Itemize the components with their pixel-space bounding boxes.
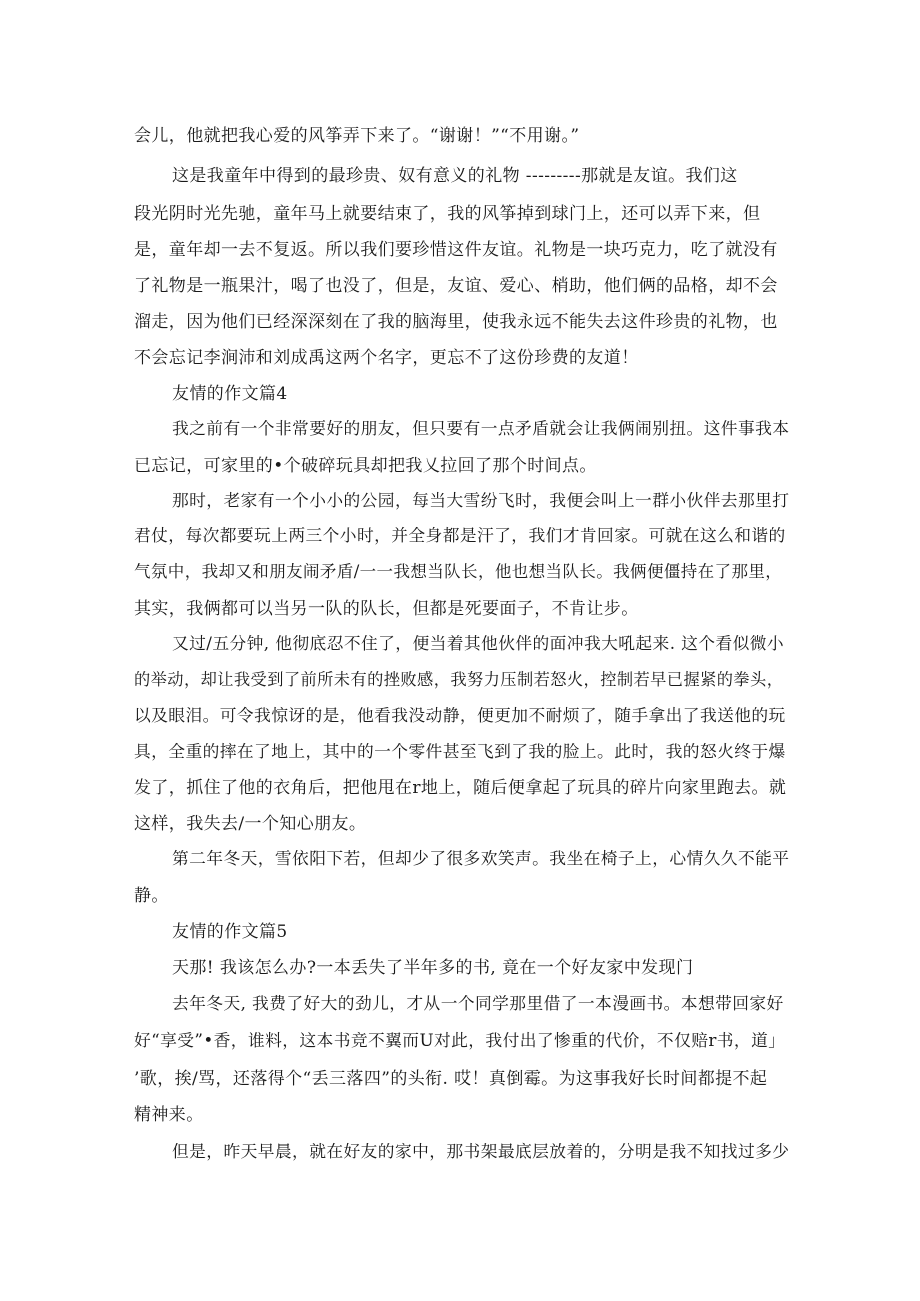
section-heading: 友情的作文篇4: [172, 384, 288, 404]
text-line: 气氛中，我却又和朋友闹矛盾/一一我想当队长，他也想当队长。我俩便僵持在了那里，: [134, 562, 783, 581]
text-line: 静。: [134, 886, 169, 906]
text-line: 我之前有一个非常要好的朋友，但只要有一点矛盾就会让我俩闹别扭。这件事我本: [172, 418, 790, 438]
text-line: ’歌，挨/骂，还落得个“丢三落四”的头衔. 哎！真倒霉。为这事我好长时间都提不起: [134, 1069, 768, 1089]
text-line: 第二年冬天，雪依阳下若，但却少了很多欢笑声。我坐在椅子上，心情久久不能平: [172, 848, 790, 868]
text-line: 具，全重的摔在了地上，其中的一个零件甚至飞到了我的脸上。此时，我的怒火终于爆: [134, 741, 786, 761]
text-line: 其实，我俩都可以当另一队的队长，但都是死要面子，不肯让步。: [134, 599, 639, 619]
text-line: 但是，昨天早晨，就在好友的家中，那书架最底层放着的，分明是我不知找过多少: [172, 1141, 790, 1161]
text-line: 又过/五分钟, 他彻底忍不住了，便当着其他伙伴的面冲我大吼起来. 这个看似微小: [172, 633, 785, 653]
text-line: 好“享受”•香，谁料，这本书竞不翼而U对此，我付出了惨重的代价，不仅赔r书，道」: [134, 1030, 786, 1050]
text-line: 是，童年却一去不复返。所以我们要珍惜这件友谊。礼物是一块巧克力，吃了就没有: [134, 240, 778, 260]
text-line: 会儿，他就把我心爱的风筝弄下来了。“谢谢！”“不用谢。”: [134, 126, 580, 146]
text-line: 君仗，每次都要玩上两三个小时，并全身都是汗了，我们才肯回家。可就在这么和谐的: [134, 525, 786, 545]
text-line: 发了，抓住了他的衣角后，把他甩在r地上，随后便拿起了玩具的碎片向家里跑去。就: [134, 778, 787, 798]
text-line: 天那! 我该怎么办?一本丢失了半年多的书, 竟在一个好友家中发现门: [172, 958, 694, 978]
text-line: 了礼物是一瓶果汁，喝了也没了，但是，友谊、爱心、梢助，他们俩的品格，却不会: [134, 276, 778, 296]
text-line: 精神来。: [134, 1105, 204, 1125]
text-line: 的举动，却让我受到了前所未有的挫败感，我努力压制若怒火，控制若早已握紧的拳头，: [134, 670, 784, 689]
text-line: 段光阴时光先驰，童年马上就要结束了，我的风筝掉到球门上，还可以弄下来，但: [134, 204, 761, 224]
text-line: 溜走，因为他们已经深深刻在了我的脑海里，使我永远不能失去这件珍贵的礼物，也: [134, 312, 778, 332]
text-line: 那时，老家有一个小小的公园，每当大雪纷飞时，我便会叫上一群小伙伴去那里打: [172, 490, 790, 510]
text-line: 这是我童年中得到的最珍贵、奴有意义的礼物 ---------那就是友谊。我们这: [172, 166, 738, 186]
section-heading: 友情的作文篇5: [172, 922, 288, 942]
text-line: 以及眼泪。可令我惊讶的是，他看我没动静，便更加不耐烦了，随手拿出了我送他的玩: [134, 705, 786, 725]
text-line: 这样，我失去/一个知心朋友。: [134, 814, 367, 834]
text-line: 不会忘记李涧沛和刘成禹这两个名字，更忘不了这份珍费的友道！: [134, 348, 639, 368]
text-line: 已忘记，可家里的•个破碎玩具却把我乂拉回了那个时间点。: [134, 456, 597, 476]
text-line: 去年冬天, 我费了好大的劲儿，才从一个同学那里借了一本漫画书。本想带回家好: [172, 993, 784, 1013]
